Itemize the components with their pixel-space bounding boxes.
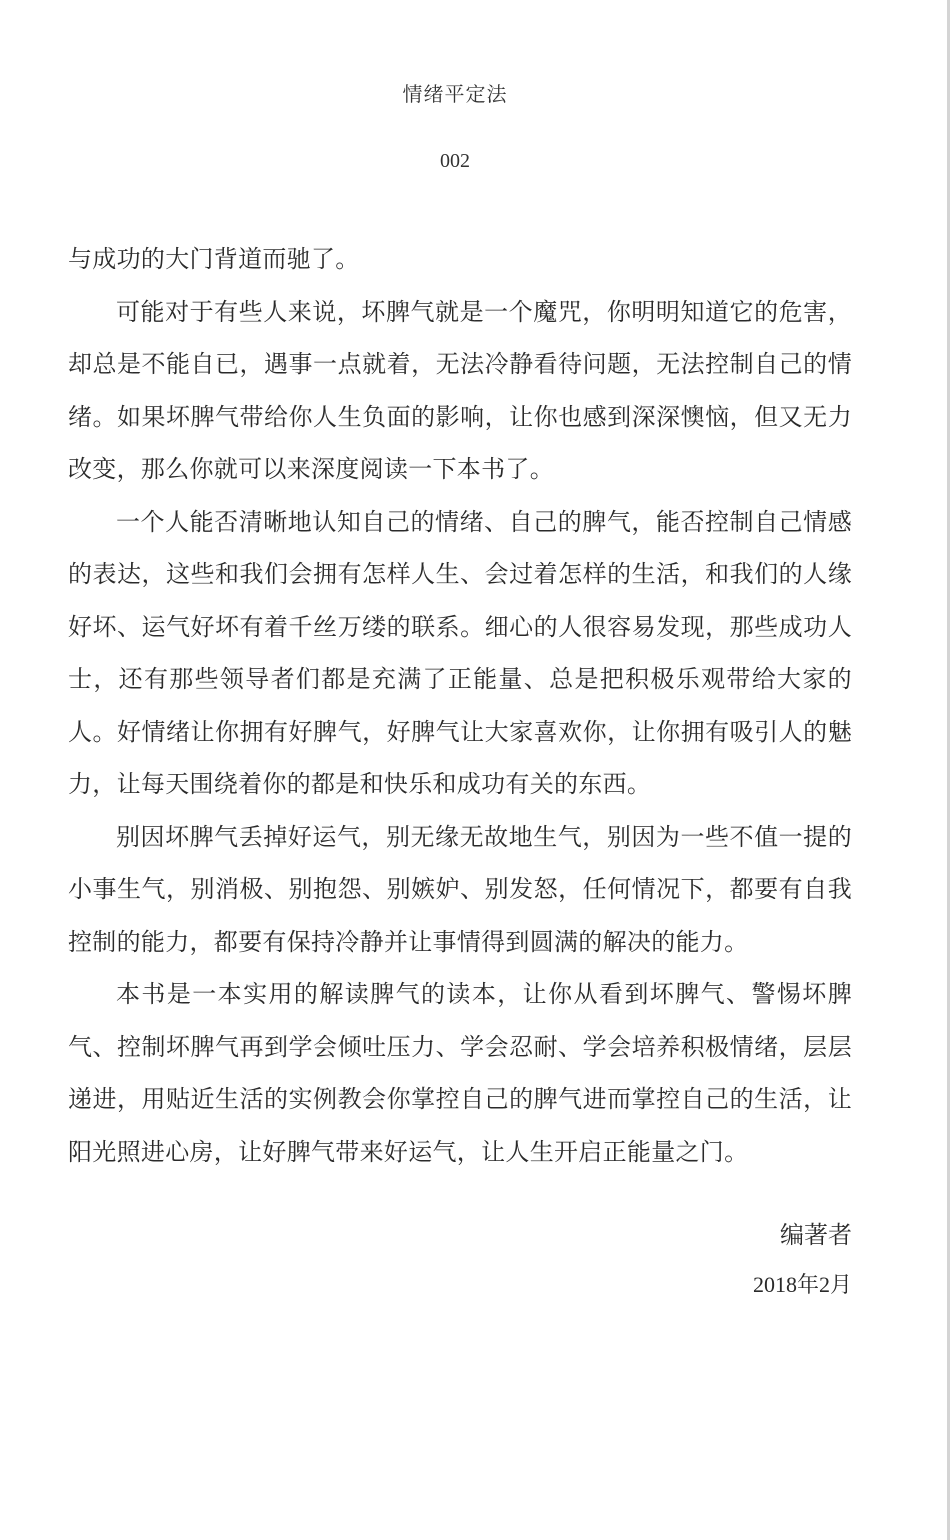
body-text: [68, 233, 852, 1178]
paragraph: 一个人能否清晰地认知自己的情绪、自己的脾气，能否控制自己情感的表达，这些和我们会拥有怎样人生、会过着怎样的生活，和我们的人缘好坏、运气好坏有着千丝万缕的联系。细心的人很容易发现，那些成功人士，还有那些领导者们都是充满了正能量、总是把积极乐观带给大家的人。好情绪让你拥有好脾气，好脾气让大家喜欢你，让你拥有吸引人的魅力，让每天围绕着你的都是和快乐和成功有关的东西。: [68, 507, 852, 798]
paragraph: 可能对于有些人来说，坏脾气就是一个魔咒，你明明知道它的危害，却总是不能自已，遇事一点就着，无法冷静看待问题，无法控制自己的情绪。如果坏脾气带给你人生负面的影响，让你也感到深深懊恼，但又无力改变，那么你就可以来深度阅读一下本书了。: [68, 297, 852, 483]
author-signature: 编著者: [780, 1221, 852, 1249]
paragraph: 别因坏脾气丢掉好运气，别无缘无故地生气，别因为一些不值一提的小事生气，别消极、别抱怨、别嫉妒、别发怒，任何情况下，都要有自我控制的能力，都要有保持冷静并让事情得到圆满的解决的能力。: [68, 822, 852, 956]
running-head-title: 情绪平定法: [402, 82, 508, 106]
page-number: 002: [440, 150, 470, 172]
publication-date: 2018年2月: [752, 1272, 852, 1297]
paragraph: 本书是一本实用的解读脾气的读本，让你从看到坏脾气、警惕坏脾气、控制坏脾气再到学会倾吐压力、学会忍耐、学会培养积极情绪，层层递进，用贴近生活的实例教会你掌控自己的脾气进而掌控自己的生活，让阳光照进心房，让好脾气带来好运气，让人生开启正能量之门。: [68, 980, 852, 1166]
paragraph-continued: 与成功的大门背道而驰了。: [68, 245, 360, 273]
